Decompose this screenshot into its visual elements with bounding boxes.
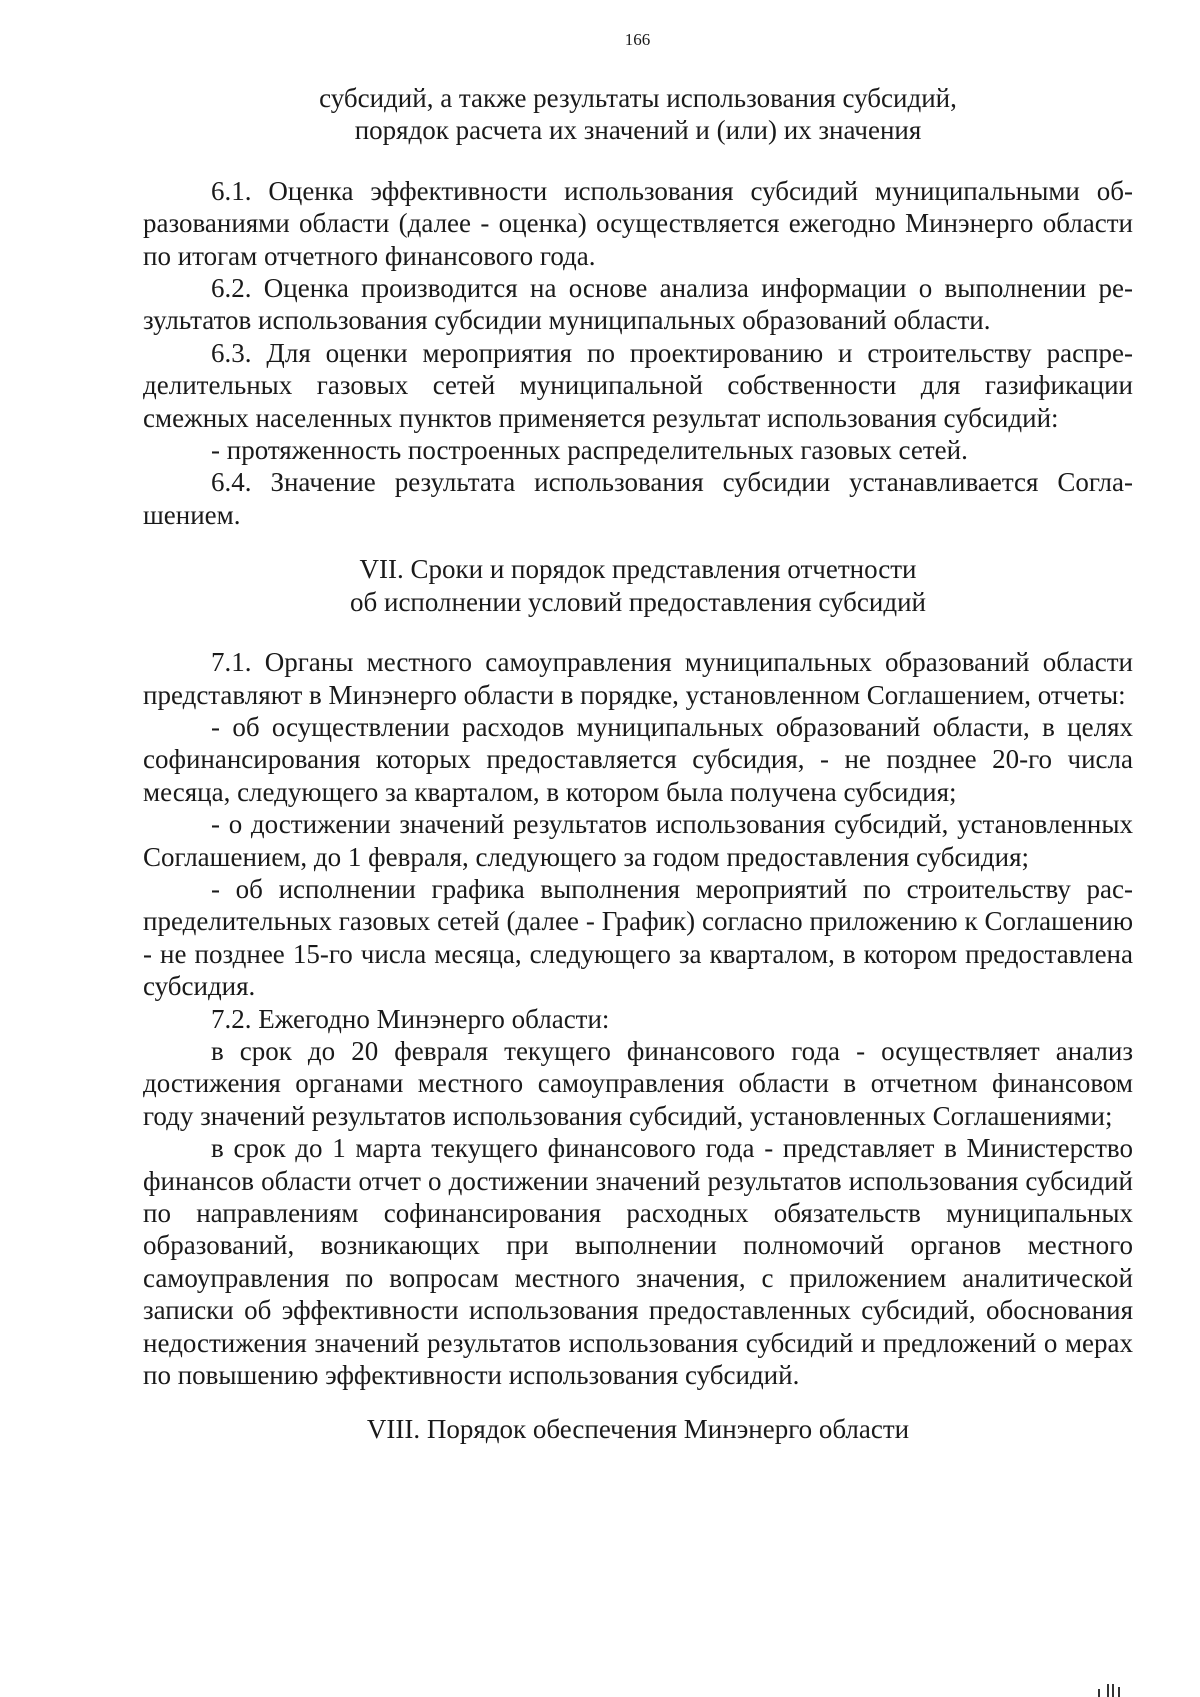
heading-line: VII. Сроки и порядок представления отчетности <box>359 554 917 585</box>
scan-artifact-mark <box>1098 1684 1138 1697</box>
section-6-heading <box>143 82 1133 147</box>
paragraph-6-2: 6.2. Оценка производится на основе анализа информации о выполнении результатов использования субсидии муниципальных образований области. <box>143 273 1133 336</box>
paragraph-7-1-item-schedule: - об исполнении графика выполнения мероприятий по строительству распределительных газовых сетей (далее - График) согласно приложению к Соглашению - не позднее 15-го числа месяца, следующего за кварталом, в котором предоставлена субсидия. <box>143 873 1133 1002</box>
section-7-heading <box>143 553 1133 618</box>
paragraph-7-1: 7.1. Органы местного самоуправления муниципальных образований области представляют в Минэнерго области в порядке, установленном Соглашением, отчеты: <box>143 647 1133 710</box>
section-8-heading: VIII. Порядок обеспечения Минэнерго области <box>366 1414 910 1445</box>
paragraph-6-3: 6.3. Для оценки мероприятия по проектированию и строительству распределительных газовых сетей муниципальной собственности для газификации смежных населенных пунктов применяется результат использования субсидий: <box>143 337 1133 433</box>
paragraph-7-1-item-results: - о достижении значений результатов использования субсидий, установленных Соглашением, до 1 февраля, следующего за годом предоставления субсидия; <box>143 809 1133 872</box>
paragraph-7-2-item-analysis: в срок до 20 февраля текущего финансового года - осуществляет анализ достижения органами местного самоуправления области в отчетном финансовом году значений результатов использования субсидий, установленных Соглашениями; <box>143 1035 1133 1131</box>
document-body <box>143 82 1133 1446</box>
paragraph-7-1-item-expenses: - об осуществлении расходов муниципальных образований области, в целях софинансирования которых предоставляется субсидия, - не позднее 20-го числа месяца, следующего за кварталом, в котором была получена субсидия; <box>143 711 1133 807</box>
heading-line: порядок расчета их значений и (или) их значения <box>354 115 922 146</box>
heading-line: об исполнении условий предоставления субсидий <box>350 586 926 617</box>
paragraph-6-4: 6.4. Значение результата использования субсидии устанавливается Соглашением. <box>143 467 1133 530</box>
paragraph-6-3-item: - протяженность построенных распределительных газовых сетей. <box>211 435 968 466</box>
paragraph-7-2-item-report: в срок до 1 марта текущего финансового года - представляет в Министерство финансов области отчет о достижении значений результатов использования субсидий по направлениям софинансирования расходных обязательств муниципальных образований, возникающих при выполнении полномочий органов местного самоуправления по вопросам местного значения, с приложением аналитической записки об эффективности использования предоставленных субсидий, обоснования недостижения значений результатов использования субсидий и предложений о мерах по повышению эффективности использования субсидий. <box>143 1133 1133 1391</box>
heading-line: субсидий, а также результаты использования субсидий, <box>319 83 957 113</box>
paragraph-6-1: 6.1. Оценка эффективности использования субсидий муниципальными образованиями области (далее - оценка) осуществляется ежегодно Минэнерго области по итогам отчетного финансового года. <box>143 175 1133 271</box>
paragraph-7-2: 7.2. Ежегодно Минэнерго области: <box>211 1003 610 1034</box>
page-number: 166 <box>624 30 651 49</box>
